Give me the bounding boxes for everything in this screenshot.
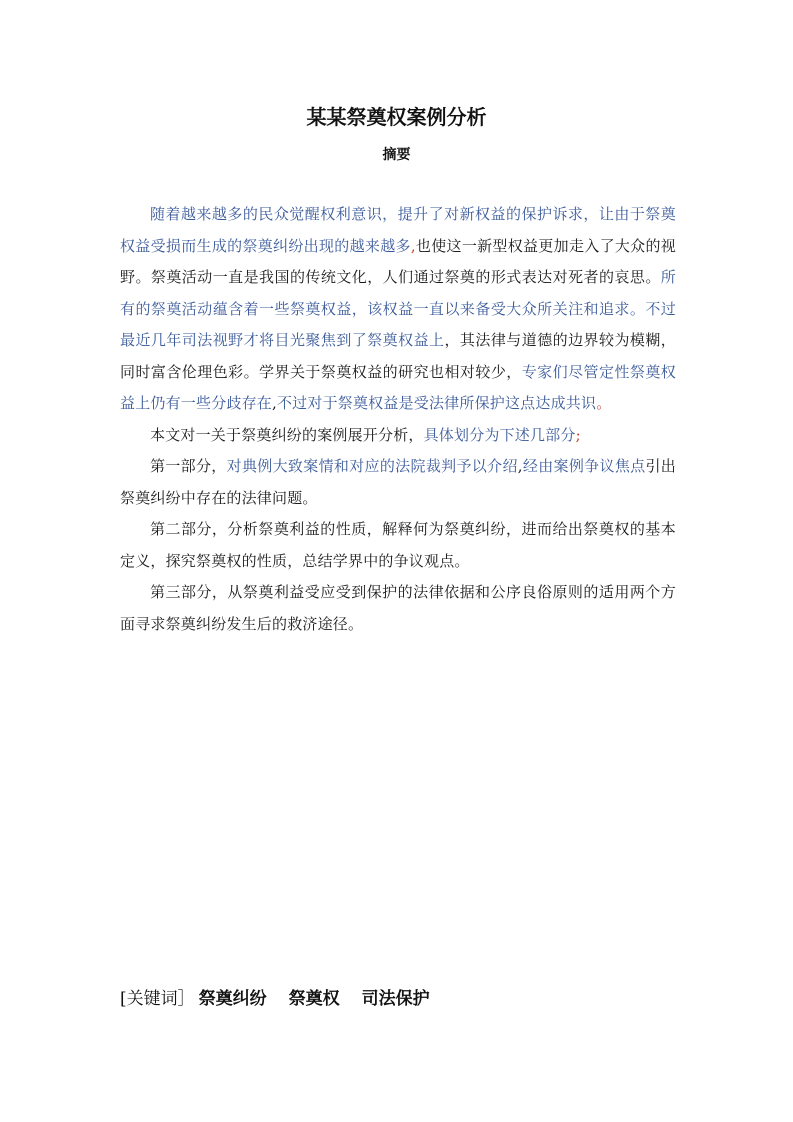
abstract-heading: 摘要: [382, 147, 411, 163]
keywords-line: [120, 985, 448, 1013]
paragraph: [120, 514, 676, 577]
paragraph-segment: 第二部分，分析祭奠利益的性质，解释何为祭奠纠纷，进而给出祭奠权的基本定义，探究祭奠权的性质，总结学界中的争议观点。: [120, 520, 676, 570]
paragraph: [120, 577, 676, 640]
paragraph-segment: 具体划分为下述几部分: [423, 425, 576, 444]
keyword-item: 司法保护: [361, 989, 430, 1009]
paragraph-segment: 也使这一新型权益更加走入了大众的视野。祭奠活动一直是我国的传统文化，人们通过祭奠的形式表达对死者的哀思。: [120, 236, 676, 286]
keyword-item: 祭奠权: [288, 989, 340, 1009]
paragraph-segment: 所有的祭奠活动蕴含着一些祭奠权益，该权益一直以来备受大众所关注和追求。不过最近几年司法视野才将目光聚焦到了祭奠权益上: [120, 268, 676, 349]
keyword-item: 祭奠纠纷: [198, 989, 267, 1009]
paragraph-segment: 对典例大致案情和对应的法院裁判予以介绍: [226, 457, 518, 475]
paragraph-segment: ，其法律与道德的边界较为模糊，同时富含伦理色彩。学界关于祭奠权益的研究也相对较少，: [120, 331, 676, 381]
paragraph-segment: ,: [517, 457, 523, 475]
paragraph-segment: 随着越来越多的民众觉醒权利意识，提升了对新权益的保护诉求，让由于祭奠权益受损而生成的祭奠纠纷出现的越来越多: [120, 205, 676, 255]
paragraph-segment: 。: [596, 394, 612, 412]
paragraph-segment: ,: [272, 394, 277, 412]
document-title: 某某祭奠权案例分析: [306, 105, 487, 129]
paragraph-segment: ,: [410, 236, 416, 255]
paragraph-segment: 引出祭奠纠纷中存在的法律问题。: [120, 457, 676, 507]
paragraph-segment: 专家们尽管定性祭奠权益上仍有一些分歧存在: [120, 362, 676, 412]
paragraph-segment: 不过对于祭奠权益是受法律所保护这点达成共识: [276, 394, 597, 412]
paragraph-segment: ;: [575, 425, 581, 444]
paragraph-segment: 第三部分，从祭奠利益受应受到保护的法律依据和公序良俗原则的适用两个方面寻求祭奠纠纷发生后的救济途径。: [120, 583, 676, 633]
paragraph-segment: 本文对一关于祭奠纠纷的案例展开分析，: [150, 425, 424, 444]
paragraph: [120, 451, 676, 514]
paragraph-segment: 第一部分，: [150, 457, 227, 475]
abstract-body: [120, 199, 676, 640]
keywords-label: [关键词］: [120, 989, 195, 1009]
paragraph: [120, 199, 676, 420]
paragraph-segment: 经由案例争议焦点: [522, 457, 646, 475]
paragraph: [120, 420, 676, 452]
